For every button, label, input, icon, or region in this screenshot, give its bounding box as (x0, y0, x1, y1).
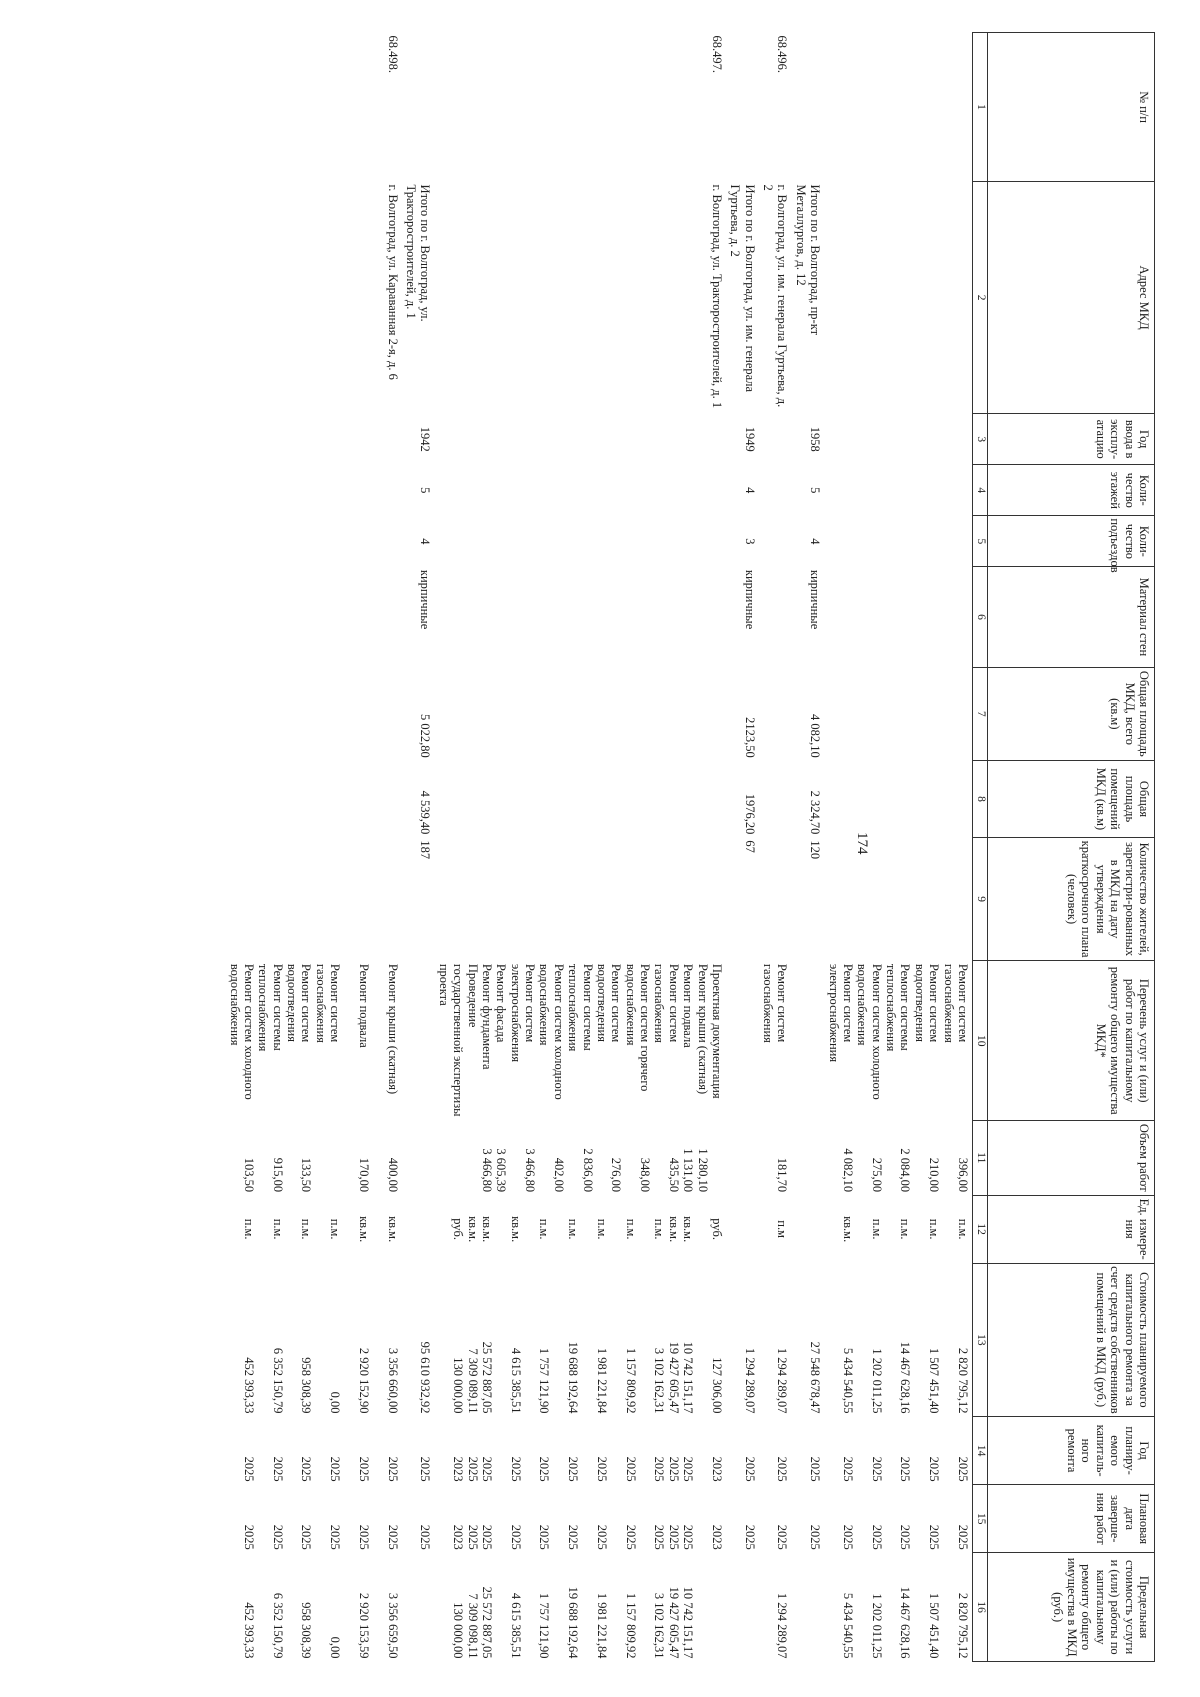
header-cell: Год ввода в эксплу-атацию (988, 414, 1155, 465)
header-cell: Ед. измере-ния (988, 1195, 1155, 1263)
column-number: 8 (973, 761, 988, 838)
column-number: 4 (973, 465, 988, 516)
table-header-row (988, 33, 1155, 1662)
column-number: 7 (973, 667, 988, 761)
years-list: 2023 2025 2025 2025 2025 2025 2025 2025 2025 2025 2025 2023 (451, 1456, 724, 1482)
table-row (435, 33, 727, 1662)
limits-list: 10 742 151,17 19 427 605,47 3 102 162,31 1 157 809,92 1 981 221,84 19 688 192,64 1 757 121,90 4 615 385,51 25 572 887,05 7 309 098,11 130 000,00 (451, 1586, 696, 1659)
column-number: 10 (973, 961, 988, 1121)
row-number: 68.496. (775, 35, 790, 73)
table-row (225, 33, 402, 1662)
column-number: 5 (973, 516, 988, 567)
header-cell: № п/п (988, 33, 1155, 182)
works-list: Ремонт крыши (скатная) Ремонт подвала Ремонт систем газоснабжения Ремонт систем водоотведения Ремонт системы теплоснабжения Ремонт систем холодного водоснабжения (227, 963, 400, 1100)
volumes-list: 400,00 170,00 133,50 915,00 103,50 (242, 1157, 400, 1193)
total-row: Итого по г. Волгоград, ул. им. генерала Гуртьева, д. 2 1949 4 3 кирпичные 2123,50 1976,20 67 1 294 289,07 2025 2025 (726, 33, 759, 1662)
header-cell: Коли-чество этажей (988, 465, 1155, 516)
costs-list: 2 820 795,12 1 507 451,40 14 467 628,16 1 202 011,25 5 434 540,55 (841, 1341, 970, 1414)
address: г. Волгоград, ул. Тракторостроителей, д. 1 (710, 184, 724, 409)
limits-list: 2 820 795,12 1 507 451,40 14 467 628,16 1 202 011,25 5 434 540,55 (841, 1586, 970, 1659)
address: г. Волгоград, ул. Караванная 2-я, д. 6 (385, 184, 400, 380)
column-number: 13 (973, 1263, 988, 1416)
dates-list: 2025 2025 2025 2025 2025 2025 (242, 1524, 400, 1550)
volumes-list: 1 280,10 1 131,00 435,50 348,00 276,00 2 836,00 402,00 3 466,80 3 605,39 3 466,80 (480, 1148, 710, 1193)
header-cell: Материал стен (988, 567, 1155, 667)
volumes-list: 396,00 210,00 2 084,00 275,00 4 082,10 (841, 1148, 970, 1193)
column-number: 15 (973, 1485, 988, 1553)
column-number: 1 (973, 33, 988, 182)
header-cell: Плановая дата заверше-ния работ (988, 1485, 1155, 1553)
column-number: 3 (973, 414, 988, 465)
rotated-document-page (50, 32, 1155, 1662)
years-list: 2025 2025 2025 2025 2025 2025 (242, 1456, 400, 1482)
column-number: 16 (973, 1553, 988, 1662)
dates-list: 2023 2025 2025 2025 2025 2025 2025 2025 2025 2025 2025 2023 (451, 1524, 724, 1550)
dates-list: 2025 2025 2025 2025 2025 (841, 1524, 970, 1550)
header-cell: Количество жителей, зарегистри-рованных в МКД на дату утверждения краткосрочного плана (человек) (988, 837, 1155, 961)
page-number: 174 (854, 832, 870, 855)
total-label: Итого по г. Волгоград, ул. им. генерала Гуртьева, д. 2 (728, 184, 757, 393)
row-number: 68.498. (385, 35, 400, 73)
total-label: Итого по г. Волгоград, ул. Тракторостроителей, д. 1 (404, 184, 433, 322)
column-number: 9 (973, 837, 988, 961)
total-label: Итого по г. Волгоград, пр-кт Металлургов, д. 12 (793, 184, 823, 336)
table-row-continued (824, 33, 972, 1662)
units-list: руб. кв.м. кв.м. п.м. п.м. п.м. п.м. п.м. кв.м. кв.м. кв.м. руб. (451, 1216, 724, 1243)
column-number: 2 (973, 182, 988, 414)
header-cell: Объем работ (988, 1121, 1155, 1196)
header-cell: Общая площадь МКД, всего (кв.м) (988, 667, 1155, 761)
costs-list: 127 306,00 10 742 151,17 19 427 605,47 3 102 162,31 1 157 809,92 1 981 221,84 19 688 192,64 1 757 121,90 4 615 385,51 25 572 887,05 7 309 089,11 130 000,00 (451, 1341, 724, 1414)
header-cell: Стоимость планируемого капитального ремонта за счет средств собственников помещений в МКД (руб.) (988, 1263, 1155, 1416)
row-number: 68.497. (710, 35, 724, 73)
years-list: 2025 2025 2025 2025 2025 (841, 1456, 970, 1482)
table-row: 68.496. г. Волгоград, ул. им. генерала Гуртьева, д. 2 Ремонт систем газоснабжения 181,70 п.м 1 294 289,07 2025 2025 1 294 289,07 (759, 33, 792, 1662)
header-cell: Предельная стоимость услуги и (или) работы по капитальному ремонту общего имущества в МКД (руб.) (988, 1553, 1155, 1662)
units-list: кв.м. кв.м. п.м. п.м. п.м. п.м. (242, 1216, 400, 1243)
header-cell: Перечень услуг и (или) работ по капитальному ремонту общего имущества МКД* (988, 961, 1155, 1121)
column-number: 14 (973, 1417, 988, 1485)
column-number: 11 (973, 1121, 988, 1196)
header-cell: Адрес МКД (988, 182, 1155, 414)
works-list: Проектная документация Ремонт крыши (скатная) Ремонт подвала Ремонт систем газоснабжения Ремонт систем горячего водоснабжения Ремонт систем водоотведения Ремонт системы теплоснабжения Ремонт систем холодного водоснабжения Ремонт систем электроснабжения Ремонт фасада Ремонт фундамента Проведение государственной экспертизы проекта (436, 963, 724, 1117)
units-list: п.м. п.м. п.м. п.м. кв.м. (841, 1216, 970, 1243)
total-row: Итого по г. Волгоград, ул. Тракторостроителей, д. 1 1942 5 4 кирпичные 5 022,80 4 539,40 187 95 610 932,92 2025 2025 (402, 33, 435, 1662)
costs-list: 3 356 660,00 2 920 152,90 0,00 958 308,39 6 352 150,79 452 393,33 (242, 1347, 400, 1414)
column-number-row (973, 33, 988, 1662)
header-cell: Коли-чество подъездов (988, 516, 1155, 567)
capital-repair-table (225, 32, 1155, 1662)
total-row: Итого по г. Волгоград, пр-кт Металлургов, д. 12 1958 5 4 кирпичные 4 082,10 2 324,70 120 27 548 678,47 2025 2025 (792, 33, 825, 1662)
works-list: Ремонт систем газоснабжения Ремонт систем водоотведения Ремонт системы теплоснабжения Ремонт систем холодного водоснабжения Ремонт систем электроснабжения (826, 963, 970, 1100)
limits-list: 3 356 659,50 2 920 153,59 0,00 958 308,39 6 352 150,79 452 393,33 (242, 1592, 400, 1659)
header-cell: Общая площадь помещений МКД (кв.м) (988, 761, 1155, 838)
column-number: 12 (973, 1195, 988, 1263)
column-number: 6 (973, 567, 988, 667)
header-cell: Год планиру-емого капиталь-ного ремонта (988, 1417, 1155, 1485)
address: г. Волгоград, ул. им. генерала Гуртьева, д. 2 (761, 184, 790, 408)
